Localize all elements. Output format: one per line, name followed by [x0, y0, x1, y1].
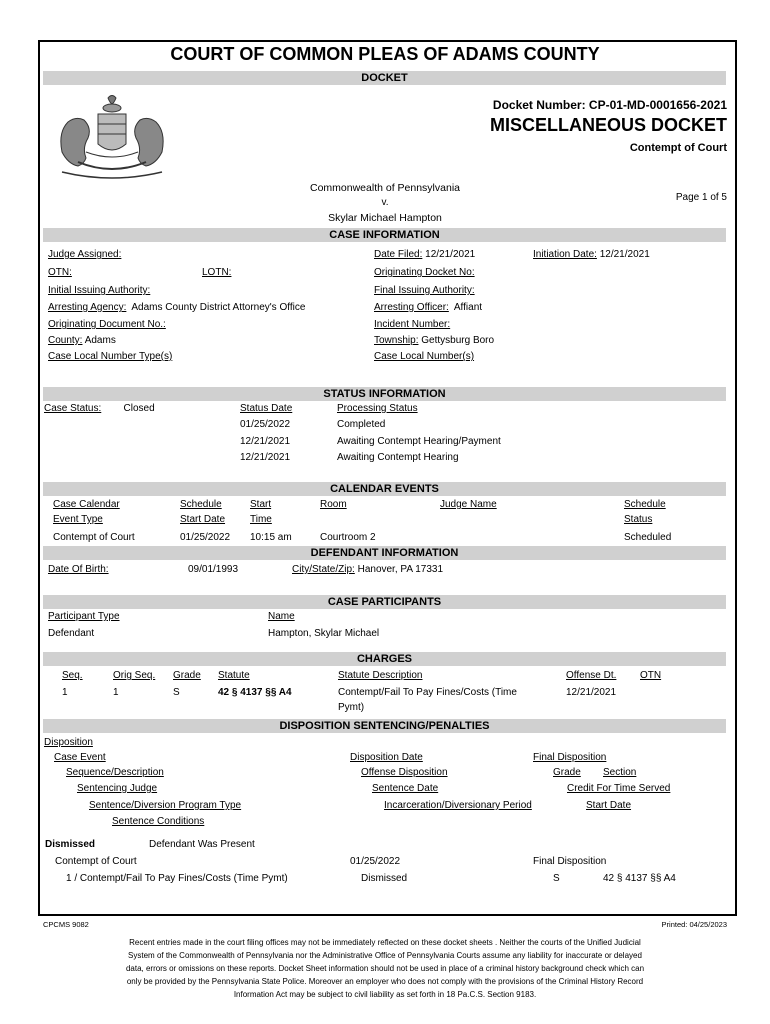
- disclaimer-line: System of the Commonwealth of Pennsylvania nor the Administrative Office of Pennsylvania Courts assume any liability for inaccurate or delayed: [128, 951, 642, 960]
- dob-label: Date Of Birth:: [48, 564, 109, 575]
- city-state-zip-field: [292, 564, 443, 575]
- participant-name: Hampton, Skylar Michael: [268, 628, 380, 639]
- initiation-date-value: 12/21/2021: [599, 249, 650, 260]
- charges-statute-header: Statute: [218, 670, 250, 681]
- disclaimer-line: Recent entries made in the court filing offices may not be immediately reflected on these docket sheets . Neither the courts of the Unified Judicial: [129, 938, 641, 947]
- processing-status-header: Processing Status: [337, 403, 418, 414]
- caption-versus: v.: [381, 197, 389, 208]
- participant-name-header: Name: [268, 611, 295, 622]
- charges-seq-header: Seq.: [62, 670, 83, 681]
- disposition-section-header: Section: [603, 767, 637, 778]
- docket-type: MISCELLANEOUS DOCKET: [489, 115, 727, 135]
- dismissed-label: Dismissed: [45, 839, 96, 850]
- disposition-section-value: 42 § 4137 §§ A4: [603, 873, 676, 884]
- docket-band: DOCKET: [43, 71, 726, 85]
- sentencing-judge-header: Sentencing Judge: [77, 783, 158, 794]
- case-local-type-label: Case Local Number Type(s): [48, 351, 173, 362]
- arresting-agency-value: Adams County District Attorney's Office: [131, 302, 306, 313]
- printed-date: Printed: 04/25/2023: [661, 920, 727, 929]
- caption-plaintiff: Commonwealth of Pennsylvania: [310, 182, 460, 194]
- calendar-row-room: Courtroom 2: [320, 532, 376, 543]
- calendar-status-header-1: Schedule: [624, 499, 666, 510]
- disposition-event-date: 01/25/2022: [350, 856, 401, 867]
- offense-disposition-header: Offense Disposition: [361, 767, 448, 778]
- case-local-numbers-label: Case Local Number(s): [374, 351, 475, 362]
- arresting-officer-value: Affiant: [453, 302, 483, 313]
- charge-orig-seq: 1: [113, 687, 119, 698]
- calendar-row-time: 10:15 am: [250, 532, 292, 543]
- status-row-status: Awaiting Contempt Hearing/Payment: [337, 436, 501, 447]
- charges-description-header: Statute Description: [338, 670, 423, 681]
- arresting-officer-label: Arresting Officer:: [374, 302, 449, 313]
- sequence-description-header: Sequence/Description: [66, 767, 164, 778]
- charges-otn-header: OTN: [640, 670, 662, 681]
- city-state-zip-label: City/State/Zip:: [292, 564, 355, 575]
- judge-assigned-label: Judge Assigned:: [48, 249, 122, 260]
- disposition-band: DISPOSITION SENTENCING/PENALTIES: [43, 719, 726, 733]
- arresting-agency-label: Arresting Agency:: [48, 302, 127, 313]
- township-value: Gettysburg Boro: [421, 335, 495, 346]
- lotn-label: LOTN:: [202, 267, 232, 278]
- docket-number: Docket Number: CP-01-MD-0001656-2021: [492, 98, 727, 112]
- incident-number-label: Incident Number:: [374, 319, 451, 330]
- pennsylvania-seal-logo: [48, 92, 176, 180]
- dismissed-note: Defendant Was Present: [149, 839, 255, 850]
- docket-subtype: Contempt of Court: [629, 142, 727, 154]
- status-row-date: 12/21/2021: [240, 436, 291, 447]
- status-row-status: Completed: [337, 419, 386, 430]
- arresting-officer-field: [374, 302, 482, 313]
- disclaimer-line: only be provided by the Pennsylvania State Police. Moreover an employer who does not comply with the provisions of the Criminal History Record: [126, 977, 644, 986]
- disposition-start-date-header: Start Date: [586, 800, 632, 811]
- offense-disposition-value: Dismissed: [361, 873, 408, 884]
- participant-type-header: Participant Type: [48, 611, 120, 622]
- case-event-header: Case Event: [54, 752, 106, 763]
- sentence-date-header: Sentence Date: [372, 783, 439, 794]
- charge-seq: 1: [62, 687, 68, 698]
- case-status-value: Closed: [123, 403, 155, 414]
- calendar-events-band: CALENDAR EVENTS: [43, 482, 726, 496]
- charge-description-line2: Pymt): [338, 702, 365, 713]
- calendar-sched-header-2: Start Date: [180, 514, 226, 525]
- disposition-grade-header: Grade: [553, 767, 581, 778]
- court-title: COURT OF COMMON PLEAS OF ADAMS COUNTY: [170, 44, 600, 64]
- caption-defendant: Skylar Michael Hampton: [328, 212, 442, 224]
- disposition-event-final: Final Disposition: [533, 856, 607, 867]
- otn-label: OTN:: [48, 267, 72, 278]
- disposition-date-header: Disposition Date: [350, 752, 423, 763]
- initiation-date-field: [533, 249, 650, 260]
- defendant-information-band: DEFENDANT INFORMATION: [43, 546, 726, 560]
- calendar-start-header-1: Start: [250, 499, 272, 510]
- form-id: CPCMS 9082: [43, 920, 89, 929]
- disclaimer-line: data, errors or omissions on these reports. Docket Sheet information should not be used in place of a criminal history background check which can: [125, 964, 645, 973]
- case-status-field: [44, 403, 155, 414]
- initial-issuing-label: Initial Issuing Authority:: [48, 285, 151, 296]
- date-filed-value: 12/21/2021: [425, 249, 476, 260]
- originating-docket-label: Originating Docket No:: [374, 267, 475, 278]
- disposition-seq-desc: 1 / Contempt/Fail To Pay Fines/Costs (Time Pymt): [66, 873, 288, 884]
- calendar-sched-header-1: Schedule: [180, 499, 222, 510]
- calendar-event-header-1: Case Calendar: [53, 499, 120, 510]
- county-label: County:: [48, 335, 83, 346]
- county-value: Adams: [84, 335, 116, 346]
- final-issuing-label: Final Issuing Authority:: [374, 285, 475, 296]
- calendar-room-header: Room: [320, 499, 347, 510]
- credit-time-served-header: Credit For Time Served: [567, 783, 671, 794]
- sentence-conditions-header: Sentence Conditions: [112, 816, 205, 827]
- calendar-row-status: Scheduled: [624, 532, 672, 543]
- charges-band: CHARGES: [43, 652, 726, 666]
- calendar-status-header-2: Status: [624, 514, 653, 525]
- sentence-program-header: Sentence/Diversion Program Type: [89, 800, 242, 811]
- status-information-band: STATUS INFORMATION: [43, 387, 726, 401]
- status-row-status: Awaiting Contempt Hearing: [337, 452, 459, 463]
- county-field: [48, 335, 116, 346]
- city-state-zip-value: Hanover, PA 17331: [357, 564, 444, 575]
- calendar-judge-header: Judge Name: [440, 499, 497, 510]
- case-information-band: CASE INFORMATION: [43, 228, 726, 242]
- township-field: [374, 335, 494, 346]
- charges-orig-seq-header: Orig Seq.: [113, 670, 156, 681]
- incarceration-period-header: Incarceration/Diversionary Period: [384, 800, 532, 811]
- calendar-row-event: Contempt of Court: [53, 532, 135, 543]
- status-date-header: Status Date: [240, 403, 293, 414]
- calendar-event-header-2: Event Type: [53, 514, 103, 525]
- page-info: Page 1 of 5: [675, 192, 727, 203]
- disposition-grade-value: S: [553, 873, 560, 884]
- case-participants-band: CASE PARTICIPANTS: [43, 595, 726, 609]
- case-status-label: Case Status:: [44, 403, 102, 414]
- disclaimer-line: Information Act may be subject to civil liability as set forth in 18 Pa.C.S. Section 9183.: [233, 990, 537, 999]
- final-disposition-header: Final Disposition: [533, 752, 607, 763]
- charge-grade: S: [173, 687, 180, 698]
- status-row-date: 01/25/2022: [240, 419, 291, 430]
- charge-description-line1: Contempt/Fail To Pay Fines/Costs (Time: [338, 687, 517, 698]
- township-label: Township:: [374, 335, 419, 346]
- participant-type: Defendant: [48, 628, 95, 639]
- calendar-row-date: 01/25/2022: [180, 532, 231, 543]
- date-filed-field: [374, 249, 475, 260]
- status-row-date: 12/21/2021: [240, 452, 291, 463]
- calendar-start-header-2: Time: [250, 514, 272, 525]
- charges-grade-header: Grade: [173, 670, 201, 681]
- originating-document-label: Originating Document No.:: [48, 319, 166, 330]
- date-filed-label: Date Filed:: [374, 249, 423, 260]
- initiation-date-label: Initiation Date:: [533, 249, 597, 260]
- charge-offense-date: 12/21/2021: [566, 687, 617, 698]
- arresting-agency-field: [48, 302, 305, 313]
- charges-offense-date-header: Offense Dt.: [566, 670, 617, 681]
- charge-statute: 42 § 4137 §§ A4: [218, 687, 292, 698]
- disposition-event: Contempt of Court: [55, 856, 137, 867]
- dob-value: 09/01/1993: [188, 564, 239, 575]
- disposition-header: Disposition: [44, 737, 93, 748]
